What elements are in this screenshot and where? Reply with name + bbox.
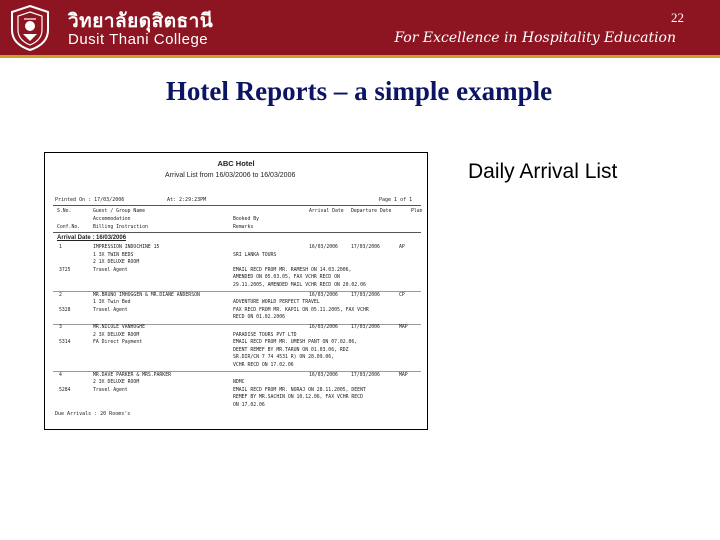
tagline: For Excellence in Hospitality Education	[394, 30, 676, 46]
line-guest: MR.DAVE PARKER & MRS.PARKER	[93, 372, 171, 378]
line-sno: 3	[59, 325, 62, 330]
slide-number: 22	[671, 10, 684, 25]
col-departure: Departure Date	[351, 209, 392, 214]
line-remarks: 29.11.2005, AMENDED MAIL VCHR RECD ON 20.02.06	[233, 283, 366, 288]
line-guest: 1 3X Twin Bed	[93, 300, 131, 306]
line-remarks: NDMC	[233, 380, 245, 386]
college-thai-name: วิทยาลัยดุสิตธานี	[68, 10, 214, 32]
col-remarks: Remarks	[233, 225, 254, 230]
slide-title: Hotel Reports – a simple example	[165, 76, 553, 106]
line-remarks: VCHR RECD ON 17.02.06	[233, 363, 294, 368]
line-remarks: REMEF BY MR.SACHIN ON 10.12.06, FAX VCHR RECD	[233, 395, 363, 401]
line-remarks: EMAIL RECD FROM MR. NORAJ ON 28.11.2005, DEENT	[233, 387, 366, 393]
line-arrival: 16/03/2006	[309, 325, 338, 330]
line-guest: FA Direct Payment	[93, 340, 143, 346]
report-title: Arrival List from 16/03/2006 to 16/03/2006	[165, 172, 296, 179]
line-guest: 2 3X DELUXE ROOM	[93, 380, 140, 386]
line-guest: Travel Agent	[93, 307, 128, 313]
line-remarks: AMENDED ON 05.03.05, FAX VCHR RECD ON	[233, 275, 340, 281]
line-departure: 17/03/2006	[351, 245, 380, 250]
printed-on: Printed On : 17/03/2006	[55, 197, 125, 203]
line-remarks: EMAIL RECD FROM MR. RAMESH ON 14.03.2006,	[233, 267, 352, 273]
col-sno: S.No.	[57, 209, 72, 214]
arrival-date-heading: Arrival Date : 16/03/2006	[57, 235, 127, 241]
line-sno: 1	[59, 245, 62, 250]
line-sno: 5284	[59, 387, 71, 393]
line-guest: 2 3X DELUXE ROOM	[93, 332, 140, 338]
line-guest: MR.NICOLE VANHOGHE	[93, 325, 145, 330]
col-booked-by: Booked By	[233, 217, 259, 222]
line-guest: 1 3X TWIN BEDS	[93, 252, 134, 258]
line-remarks: RECD ON 01.02.2006	[233, 315, 285, 321]
report-footer: Due Arrivals : 20 Rooms's	[55, 411, 131, 417]
printed-at: At: 2:29:23PM	[167, 197, 207, 203]
col-accommodation: Accommodation	[93, 217, 131, 222]
line-guest: 2 1X DELUXE ROOM	[93, 260, 140, 266]
report-hotel-name: ABC Hotel	[217, 159, 255, 168]
line-sno: 5314	[59, 340, 71, 346]
line-plan: CP	[399, 292, 405, 298]
arrival-report-image	[44, 152, 428, 430]
line-guest: Travel Agent	[93, 387, 128, 393]
line-arrival: 16/03/2006	[309, 372, 338, 378]
line-departure: 17/03/2006	[351, 372, 380, 378]
college-name: Dusit Thani College	[68, 31, 209, 48]
line-sno: 2	[59, 292, 62, 298]
col-arrival: Arrival Date	[309, 209, 344, 214]
crest-logo-icon	[6, 4, 54, 52]
line-remarks: PARADISE TOURS PVT LTD	[233, 332, 297, 338]
line-remarks: DEENT REMEF BY MR.TARUN ON 01.03.06, RDZ	[233, 347, 349, 353]
col-billing: Billing Instruction	[93, 225, 148, 230]
report-lines	[45, 153, 427, 429]
line-remarks: FAX RECD FROM MR. KAPIL ON 05.11.2005, FAX VCHR	[233, 307, 369, 313]
line-plan: MAP	[399, 372, 408, 378]
line-departure: 17/03/2006	[351, 292, 380, 298]
line-guest: IMPRESSION INDOCHINE 15	[93, 245, 160, 250]
line-arrival: 16/03/2006	[309, 245, 338, 250]
line-remarks: ADVENTURE WORLD PERFECT TRAVEL	[233, 300, 320, 306]
line-plan: MAP	[399, 325, 408, 330]
header-divider	[0, 55, 720, 58]
line-remarks: SRI LANKA TOURS	[233, 252, 277, 258]
line-remarks: ON 17.02.06	[233, 403, 265, 408]
line-sno: 4	[59, 372, 62, 378]
line-guest: MR.BRUNO IMHOGGEN & MR.DIANE ANDERSON	[93, 292, 200, 298]
line-remarks: EMAIL RECD FROM MR. UMESH PANT ON 07.02.06,	[233, 340, 358, 346]
line-departure: 17/03/2006	[351, 325, 380, 330]
line-remarks: SR.DIR/CN 7 74 4531 R) ON 28.09.06,	[233, 355, 335, 361]
line-guest: Travel Agent	[93, 267, 128, 273]
header-bar	[0, 0, 720, 55]
line-sno: 5328	[59, 307, 71, 313]
slide-caption: Daily Arrival List	[468, 160, 618, 183]
line-arrival: 16/03/2006	[309, 292, 338, 298]
col-guest: Guest / Group Name	[93, 209, 145, 214]
line-plan: AP	[399, 245, 405, 250]
col-plan: Plan	[411, 209, 423, 214]
line-sno: 3725	[59, 267, 71, 273]
page-indicator: Page 1 of 1	[379, 197, 413, 203]
col-conf-no: Conf.No.	[57, 225, 81, 230]
